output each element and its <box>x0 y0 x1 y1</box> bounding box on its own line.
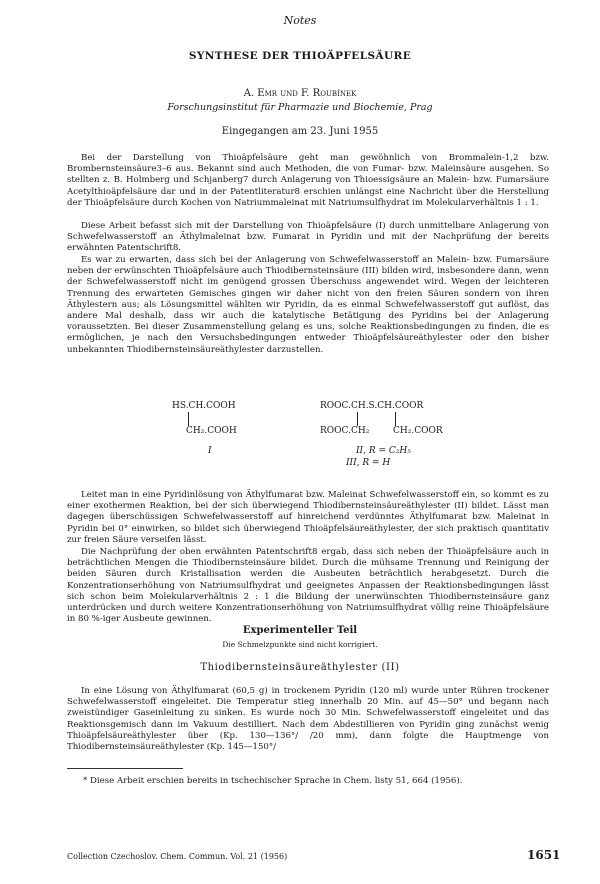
paragraph-intro-3: Es war zu erwarten, dass sich bei der Anlagerung von Schwefelwasserstoff an Malein- bzw. Fumarsäure neben der erwünschten Thioäpfelsäure auch Thiodibernsteinsäure (III) bilden wird, insbesondere dann, wenn der Schwefelwasserstoff nicht im genügend grossen Überschuss angewendet wird. Wegen der leichteren Trennung des erwarteten Gemisches gingen wir daher nicht von den freien Säuren sondern von ihren Äthylestern aus; als Lösungsmittel wählten wir Pyridin, da es einmal Schwefelwasserstoff gut auflöst, das andere Mal deshalb, dass wir auch die katalytische Betätigung des Pyridins bei der Anlagerung voraussetzten. Bei dieser Zusammenstellung gelang es uns, solche Reaktionsbedingungen zu finden, die es ermöglichen, je nach den Versuchsbedingungen entweder Thioäpfelsäureäthylester oder den bisher unbekannten Thiodibernsteinsäureäthylester darzustellen. <box>67 255 549 355</box>
journal-footer: Collection Czechoslov. Chem. Commun. Vol. 21 (1956) <box>67 852 288 861</box>
bond-line <box>395 412 396 426</box>
running-title: Notes <box>283 14 317 27</box>
section-subtitle: Die Schmelzpunkte sind nicht korrigiert. <box>222 640 378 649</box>
section-title: Experimenteller Teil <box>242 625 358 636</box>
paragraph-body-1: Leitet man in eine Pyridinlösung von Äthylfumarat bzw. Maleinat Schwefelwasserstoff ein, so kommt es zu einer exothermen Reaktion, bei der sich überwiegend Thiodibernsteinsäureäthylester (II) bildet. Lässt man dagegen überschüssigen Schwefelwasserstoff auf hinreichend verdünntes Äthylfumarat bzw. Maleinat in Pyridin bei 0° einwirken, so bildet sich überwiegend Thioäpfelsäureäthylester, der sich praktisch quantitativ zur freien Säure verseifen lässt. <box>67 490 549 545</box>
compound-heading: Thiodibernsteinsäureäthylester (II) <box>200 662 400 673</box>
formula-II-top: ROOC.CH.S.CH.COOR <box>320 401 424 411</box>
formula-I-top: HS.CH.COOH <box>172 401 236 411</box>
formula-I-bottom: CH₂.COOH <box>186 426 237 436</box>
paragraph-intro-2: Diese Arbeit befasst sich mit der Darstellung von Thioäpfelsäure (I) durch unmittelbare Anlagerung von Schwefelwasserstoff an Äthylmaleinat bzw. Fumarat in Pyridin und mit der Nachprüfung der bereits erwähnten Patentschrift8. <box>67 221 549 254</box>
footnote-rule <box>67 768 183 769</box>
article-title: SYNTHESE DER THIOÄPFELSÄURE <box>188 50 412 62</box>
formula-II-mid-left: ROOC.CH₂ <box>320 426 370 436</box>
institute: Forschungsinstitut für Pharmazie und Biochemie, Prag <box>167 102 433 113</box>
paragraph-intro-1: Bei der Darstellung von Thioäpfelsäure geht man gewöhnlich von Brommalein-1,2 bzw. Brombernsteinsäure3–6 aus. Bekannt sind auch Methoden, die von Fumar- bzw. Maleinsäure ausgehen. So stellten z. B. Holmberg und Schjanberg7 durch Anlagerung von Thioessigsäure an Malein- bzw. Fumarsäure Acetylthioäpfelsäure dar und in der Patentliteratur8 erschien unlängst eine Nachricht über die Herstellung der Thioäpfelsäure durch Kochen von Natriummaleinat mit Natriumsulfhydrat im Molekularverhältnis 1 : 1. <box>67 153 549 208</box>
formula-II-label: II, R = C₂H₅ <box>356 446 411 456</box>
received-date: Eingegangen am 23. Juni 1955 <box>221 126 379 137</box>
authors: A. Emr und F. Roubínek <box>243 88 357 99</box>
bond-line <box>357 412 358 426</box>
bond-line <box>188 412 189 426</box>
paragraph-experimental: In eine Lösung von Äthylfumarat (60,5 g) in trockenem Pyridin (120 ml) wurde unter Rühren trockener Schwefelwasserstoff eingeleitet. Die Temperatur stieg innerhalb 20 Min. auf 45—50° und begann nach zweistündiger Gaseinleitung zu sinken. Es wurde noch 30 Min. Schwefelwasserstoff eingeleitet und das Reaktionsgemisch dann im Vakuum destilliert. Nach dem Abdestillieren von Pyridin ging zunächst wenig Thioäpfelsäureäthylester über (Kp. 130—136°/ /20 mm), dann folgte die Hauptmenge von Thiodibernsteinsäureäthylester (Kp. 145—150°/ <box>67 686 549 753</box>
formula-I-label: I <box>208 446 212 456</box>
paragraph-body-2: Die Nachprüfung der oben erwähnten Patentschrift8 ergab, dass sich neben der Thioäpfelsäure auch in beträchtlichen Mengen die Thiodibernsteinsäure bildet. Durch die mühsame Trennung und Reinigung der beiden Säuren durch Kristallisation werden die Ausbeuten beträchtlich herabgesetzt. Durch die Konzentrationserhöhung von Natriumsulfhydrat und geeignetes Anpassen der Reaktionsbedingungen lässt sich schon beim Molekularverhältnis 2 : 1 die Bildung der unerwünschten Thiodibernsteinsäure ganz unterdrücken und durch weitere Konzentrationserhöhung von Natriumsulfhydrat völlig reine Thioäpfelsäure in 80 %-iger Ausbeute gewinnen. <box>67 547 549 625</box>
page-number: 1651 <box>527 848 561 862</box>
footnote: * Diese Arbeit erschien bereits in tschechischer Sprache in Chem. listy 51, 664 (1956). <box>83 776 463 786</box>
formula-II-mid-right: CH₂.COOR <box>393 426 443 436</box>
formula-III-label: III, R = H <box>346 458 391 468</box>
